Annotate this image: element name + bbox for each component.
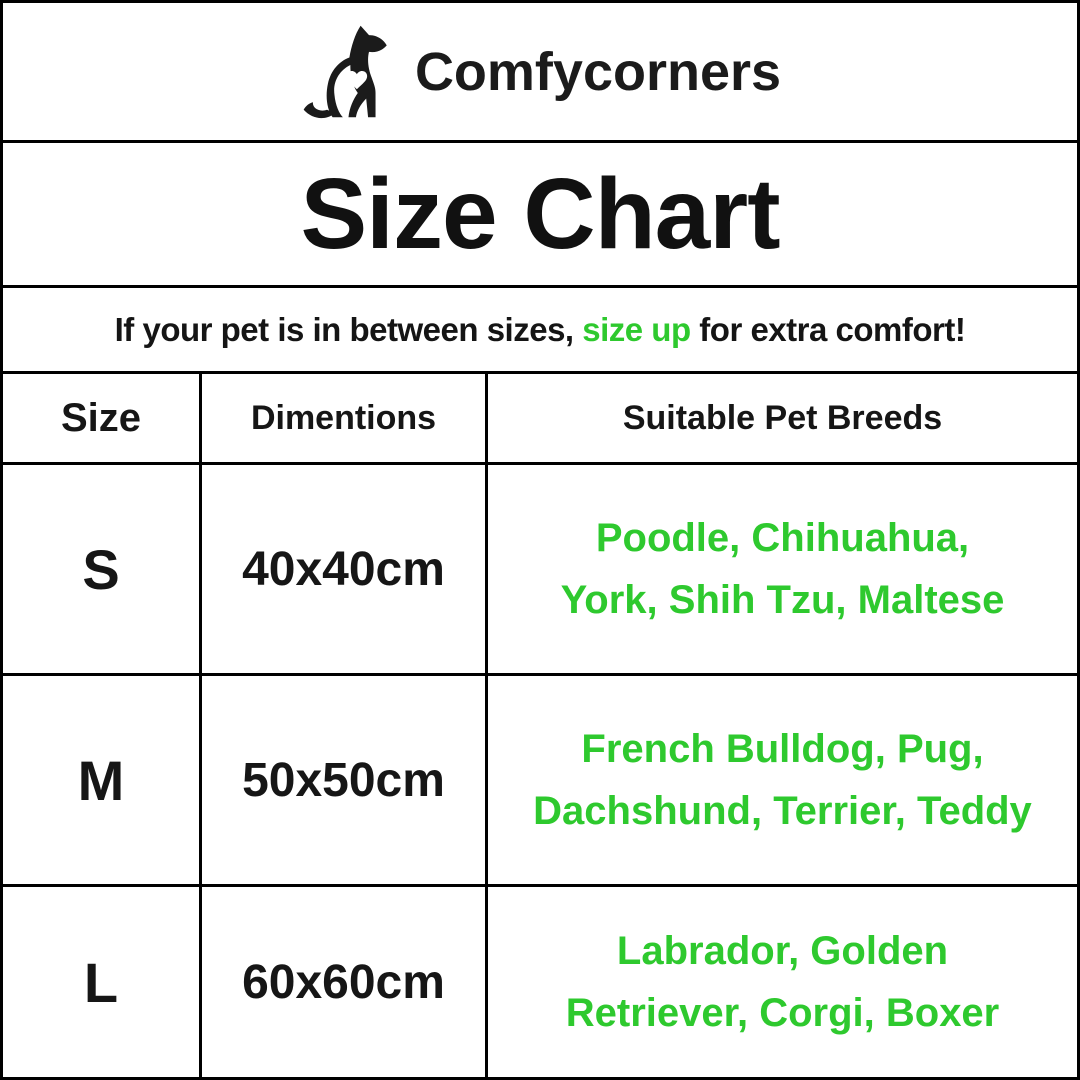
title-section: [3, 140, 1077, 285]
dimensions-cell: 50x50cm: [199, 676, 485, 884]
breeds-line-2: York, Shih Tzu, Maltese: [560, 578, 1005, 622]
dog-heart-logo-icon: [299, 20, 411, 123]
header-dimensions: Dimentions: [199, 374, 485, 462]
dimensions-cell: 60x60cm: [199, 887, 485, 1077]
brand-logo: [299, 20, 781, 123]
page-title: Size Chart: [300, 157, 780, 270]
size-cell: S: [82, 537, 120, 601]
breeds-line-2: Retriever, Corgi, Boxer: [565, 991, 1000, 1035]
breeds-line-1: French Bulldog, Pug,: [581, 727, 984, 771]
breeds-cell: [485, 465, 1077, 673]
breeds-line-2: Dachshund, Terrier, Teddy: [533, 789, 1032, 833]
size-note: [115, 311, 966, 349]
size-cell: L: [83, 950, 119, 1014]
breeds-line-1: Labrador, Golden: [616, 929, 949, 973]
header-breeds: Suitable Pet Breeds: [485, 374, 1077, 462]
brand-header: [3, 3, 1077, 140]
table-row-s: [3, 462, 1077, 673]
breeds-line-1: Poodle, Chihuahua,: [595, 516, 970, 560]
header-size: Size: [60, 395, 142, 440]
size-cell: M: [77, 748, 125, 812]
note-highlight: size up: [582, 310, 691, 348]
table-header-row: [3, 371, 1077, 462]
dimensions-cell: 40x40cm: [199, 465, 485, 673]
table-row-m: [3, 673, 1077, 884]
note-section: [3, 285, 1077, 371]
table-row-l: [3, 884, 1077, 1077]
brand-name: Comfycorners: [414, 41, 782, 102]
breeds-cell: [485, 676, 1077, 884]
breeds-cell: [485, 887, 1077, 1077]
note-suffix: for extra comfort!: [690, 310, 966, 348]
note-prefix: If your pet is in between sizes,: [114, 310, 583, 348]
